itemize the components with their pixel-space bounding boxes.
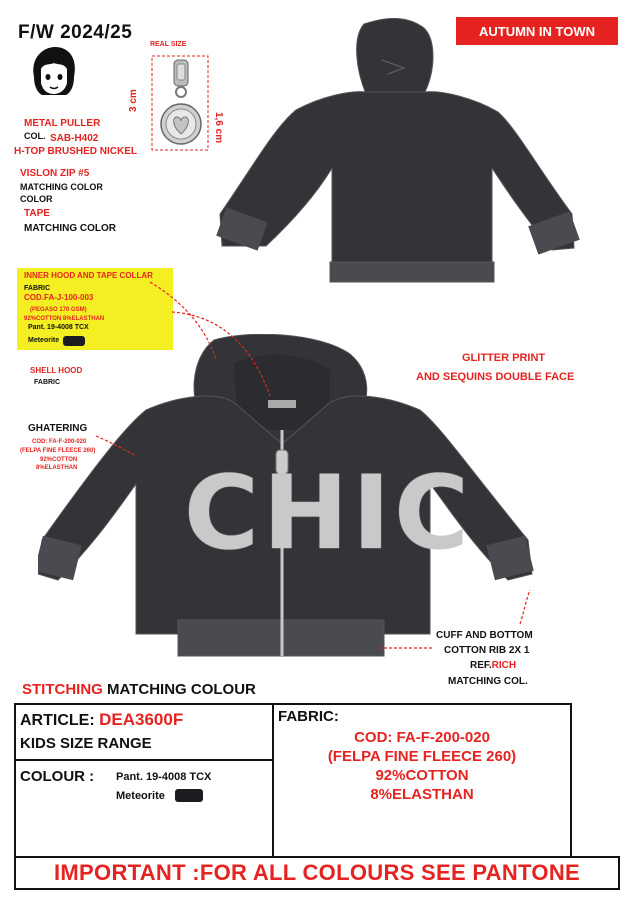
inner-hood-pantone: Pant. 19-4008 TCX xyxy=(28,324,89,331)
stitching-value: MATCHING COLOUR xyxy=(107,681,256,698)
article-code: DEA3600F xyxy=(99,710,184,729)
inner-hood-code: COD.FA-J-100-003 xyxy=(24,293,94,302)
tape-title: TAPE xyxy=(24,208,50,219)
glitter-line-1: GLITTER PRINT xyxy=(462,352,546,364)
height-measure-label: 3 cm xyxy=(128,89,139,112)
fabric-elasthan: 8%ELASTHAN xyxy=(370,786,474,803)
cuff-line-2: COTTON RIB 2X 1 xyxy=(444,645,530,656)
gathering-cotton: 92%COTTON xyxy=(40,457,78,463)
glitter-line-2: AND SEQUINS DOUBLE FACE xyxy=(416,371,575,383)
zip-title: VISLON ZIP #5 xyxy=(20,168,90,179)
real-size-label: REAL SIZE xyxy=(150,41,187,48)
gathering-elasthan: 8%ELASTHAN xyxy=(36,465,78,471)
article-label: ARTICLE: xyxy=(20,712,95,729)
table-border xyxy=(14,703,572,705)
table-border xyxy=(14,888,620,890)
fabric-cotton: 92%COTTON xyxy=(375,767,469,784)
fabric-name: (FELPA FINE FLEECE 260) xyxy=(327,748,517,765)
inner-hood-fabric-name: (PEGASO 170 GSM) xyxy=(30,307,87,313)
cuff-ref-value: RICH xyxy=(491,660,517,671)
shell-hood-title: SHELL HOOD xyxy=(30,366,83,375)
fabric-label: FABRIC: xyxy=(278,708,339,725)
col-code: SAB-H402 xyxy=(50,133,99,144)
table-divider xyxy=(14,759,274,761)
fabric-code: COD: FA-F-200-020 xyxy=(354,729,490,746)
zip-color-1: MATCHING COLOR xyxy=(20,182,103,192)
inner-hood-fabric-label: FABRIC xyxy=(24,285,51,292)
gathering-fabric-name: (FELPA FINE FLEECE 260) xyxy=(20,448,96,454)
season-title: F/W 2024/25 xyxy=(18,22,133,43)
colour-swatch xyxy=(175,789,203,802)
important-notice: IMPORTANT :FOR ALL COLOURS SEE PANTONE xyxy=(54,860,580,885)
cuff-ref-label: REF. xyxy=(470,660,492,671)
inner-hood-composition: 92%COTTON 8%ELASTHAN xyxy=(24,316,105,322)
chic-print: CHIC xyxy=(184,454,474,573)
col-label: COL. xyxy=(24,131,46,141)
colour-label: COLOUR : xyxy=(20,768,95,785)
cuff-line-4: MATCHING COL. xyxy=(448,676,528,687)
puller-finish: H-TOP BRUSHED NICKEL xyxy=(14,146,137,157)
table-border xyxy=(570,703,572,858)
inner-hood-title: INNER HOOD AND TAPE COLLAR xyxy=(24,271,153,280)
shell-hood-fabric-label: FABRIC xyxy=(34,379,61,386)
tape-color: MATCHING COLOR xyxy=(24,223,117,234)
gathering-code: COD: FA-F-200-020 xyxy=(32,439,87,445)
gathering-title: GHATERING xyxy=(28,423,88,434)
colour-pantone: Pant. 19-4008 TCX xyxy=(116,771,212,783)
puller-title: METAL PULLER xyxy=(24,118,101,129)
width-measure-label: 1,6 cm xyxy=(213,112,224,144)
colour-name: Meteorite xyxy=(116,789,165,802)
collection-badge: AUTUMN IN TOWN xyxy=(456,17,618,45)
stitching-label: STITCHING xyxy=(22,681,103,698)
zip-color-2: COLOR xyxy=(20,194,53,204)
table-border xyxy=(14,703,16,858)
cuff-line-1: CUFF AND BOTTOM xyxy=(436,630,533,641)
size-range: KIDS SIZE RANGE xyxy=(20,735,152,752)
inner-hood-color-name: Meteorite xyxy=(28,337,60,344)
